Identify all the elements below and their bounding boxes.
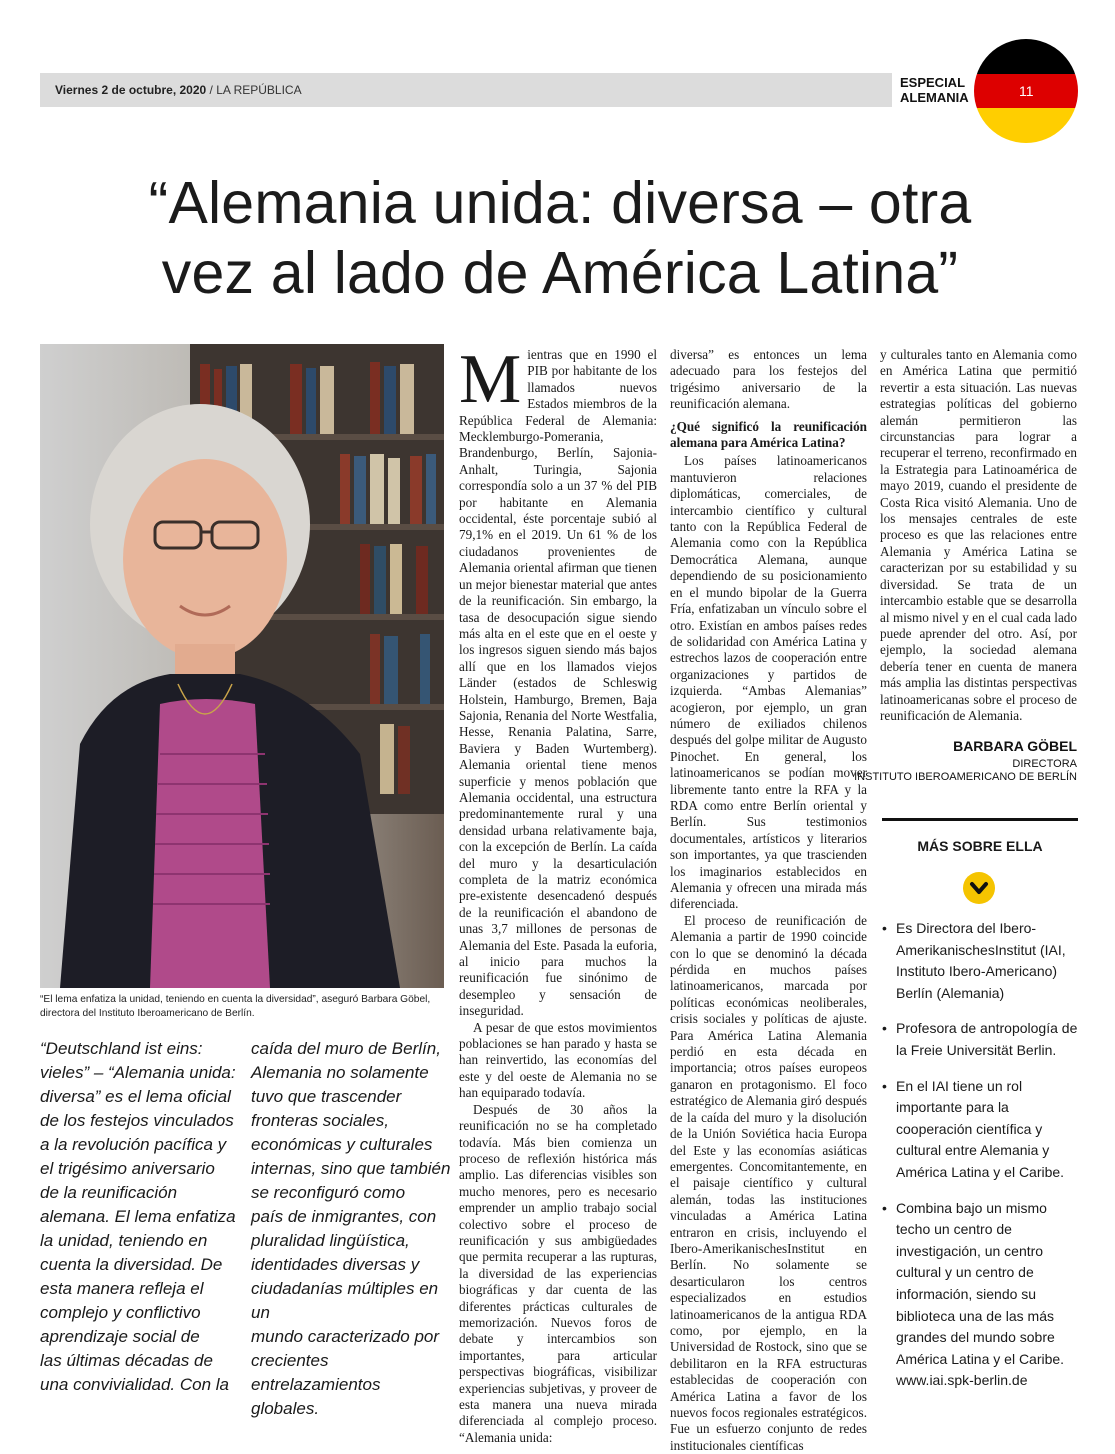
pull-quote-line: caída del muro de Berlín, — [251, 1039, 441, 1058]
dateline — [55, 83, 302, 97]
pull-quote-line: complejo y conflictivo — [40, 1303, 201, 1322]
pull-quote-column-1 — [40, 1037, 250, 1397]
sidebar-bullet-item — [882, 1198, 1080, 1392]
pull-quote-line: de la reunificación — [40, 1183, 178, 1202]
pull-quote-line: globales. — [251, 1399, 320, 1418]
sidebar-divider — [882, 818, 1078, 821]
headline-line1: “Alemania unida: diversa – otra — [148, 170, 972, 236]
section-label-line1: ESPECIAL — [900, 75, 966, 90]
pull-quote-line: vieles” – “Alemania unida: — [40, 1063, 236, 1082]
bullet-text: Es Directora del Ibero-AmerikanischesInstitut (IAI, Instituto Ibero-Americano) Berlín (Alemania) — [896, 920, 1066, 1001]
article-paragraph: El proceso de reunificación de Alemania a partir de 1990 coincide con lo que se denominó la década pérdida en muchos países latinoamericanos, marcada por políticas económicas neoliberales, crisis sociales y políticas de ajuste. Para América Latina Alemania perdió en esta década en importancia; otros países europeos ganaron en protagonismo. El foco estratégico de Alemania giró después de la caída del muro y la disolución de la Unión Soviética hacia Europa del Este y las economías asiáticas emergentes. Concomitantemente, en el paisaje científico y cultural alemán, todas las instituciones vinculadas a América Latina entraron en crisis, incluyendo el Ibero-AmerikanischesInstitut en Berlín. No solamente se desarticularon los centros especializados en estudios latinoamericanos de la antigua RDA como, por ejemplo, en la Universidad de Rostock, sino que se debilitaron en la RFA estructuras establecidas de cooperación con América Latina a favor de los nuevos focos regionales estratégicos. Fue un esfuerzo conjunto de redes institucionales científicas — [670, 912, 867, 1453]
article-column-2 — [670, 347, 867, 1454]
pull-quote-line: país de inmigrantes, con — [251, 1207, 437, 1226]
pull-quote-line: mundo caracterizado por — [251, 1327, 440, 1346]
article-paragraph: Después de 30 años la reunificación no se ha completado todavía. Más bien comienza un proceso de reflexión histórica más amplio. Las diferencias visibles son mucho menores, pero es necesario emprender un amplio trabajo social colectivo sobre el proceso de reunificación y sus ambigüedades que permita recuperar a las rupturas, la diversidad de las experiencias biográficas y dar cuenta de las diferentes prácticas culturales de memorización. Nuevos foros de debate y intercambios son importantes, para articular perspectivas biográficas, visibilizar experiencias subjetivas, y proveer de esta manera una nueva mirada diferenciada al complejo proceso. “Alemania unida: — [459, 1101, 657, 1445]
sidebar-bullet-item — [882, 918, 1080, 1004]
bullet-text: En el IAI tiene un rol importante para la cooperación científica y cultural entre Alemania y América Latina y el Caribe. — [896, 1077, 1065, 1180]
bullet-icon: • — [882, 1020, 887, 1037]
pull-quote-line: diversa” es el lema oficial — [40, 1087, 231, 1106]
portrait-photo — [40, 344, 444, 988]
pull-quote-column-2 — [251, 1037, 456, 1421]
pull-quote-line: internas, sino que también — [251, 1159, 451, 1178]
pull-quote-line: una convivialidad. Con la — [40, 1375, 230, 1394]
pull-quote-line: aprendizaje social de — [40, 1327, 200, 1346]
author-name: BARBARA GÖBEL — [953, 738, 1077, 754]
article-paragraph: y culturales tanto en Alemania como en América Latina que permitió revertir a esta situación. Las nuevas estrategias políticas del gobierno alemán permitieron las circunstancias para lograr a recuperar el terreno, reconfirmado en la Estrategia para Latinoamérica de mayo 2019, cuando el presidente de Costa Rica visitó Alemania. Uno de los mensajes centrales de este proceso es que las relaciones entre Alemania y América Latina se caracterizan por su estabilidad y su diversidad. Se trata de un intercambio estable que se desarrolla al mismo nivel y en el cual cada lado puede aprender del otro. Así, por ejemplo, la sociedad alemana debería tener en cuenta de manera más amplia las distintas perspectivas latinoamericanas sobre el proceso de reunificación de Alemania. — [880, 347, 1077, 723]
sidebar-bullet-list — [882, 918, 1080, 1406]
caption-line1: “El lema enfatiza la unidad, teniendo en cuenta la diversidad”, aseguró Barbara Göbel, — [40, 994, 431, 1005]
paragraph-text: ientras que en 1990 el PIB por habitante de los llamados nuevos Estados miembros de la República Federal de Alemania: Mecklemburgo-Pomerania, Brandenburgo, Berlín, Sajonia-Anhalt, Turingia, Sajonia correspondía solo a un 37 % del PIB por habitante en Alemania occidental, éste porcentaje subió al 79,1% en el 2019. Un 61 % de los ciudadanos provenientes de Alemania oriental afirman que tienen un mejor bienestar material que antes de la reunificación. Sin embargo, la tasa de desocupación sigue siendo más alta en el este que en el oeste y los ingresos siguen siendo más bajos allí que en los llamados viejos Länder (estados de Schleswig Holstein, Hamburgo, Bremen, Baja Sajonia, Renania del Norte Westfalia, Hesse, Renania Palatina, Sarre, Baviera y Baden Wurtemberg). Alemania oriental tiene menos superficie y menos población que Alemania occidental, una estructura predominantemente rural y una densidad urbana relativamente baja, con la excepción de Berlín. La caída del muro y la desarticulación completa de la matriz económica pre-existente desencadenó después de la reunificación el abandono de unas 3,7 millones de personas de Alemania del Este. Pasada la euforia, al inicio para muchos la reunificación fue sinónimo de desempleo y sensación de inseguridad. — [459, 347, 657, 1019]
headline-line2: vez al lado de América Latina” — [161, 240, 959, 306]
pull-quote-line: ciudadanías múltiples en un — [251, 1279, 439, 1322]
flag-stripe-gold — [974, 108, 1078, 143]
pull-quote-line: fronteras sociales, — [251, 1111, 389, 1130]
pull-quote-line: de los festejos vinculados — [40, 1111, 234, 1130]
pull-quote-line: esta manera refleja el — [40, 1279, 204, 1298]
author-institution: INSTITUTO IBEROAMERICANO DE BERLÍN — [854, 771, 1077, 783]
pull-quote-line: alemana. El lema enfatiza — [40, 1207, 236, 1226]
header-bar — [40, 73, 892, 107]
sidebar-bullet-item — [882, 1018, 1080, 1061]
article-paragraph: A pesar de que estos movimientos poblaciones se han parado y hasta se han reinvertido, las economías del este y del oeste de Alemania no se han equiparado todavía. — [459, 1019, 657, 1101]
sidebar-title: MÁS SOBRE ELLA — [917, 838, 1043, 854]
pull-quote-line: tuvo que trascender — [251, 1087, 402, 1106]
pull-quote-line: a la revolución pacífica y — [40, 1135, 227, 1154]
article-paragraph: Los países latinoamericanos mantuvieron relaciones diplomáticas, comerciales, de intercambio científico y cultural tanto con la República Federal de Alemania como con la República Democrática Alemana, aunque dependiendo de su posicionamiento en el mundo bipolar de la Guerra Fría, enfatizaban un vínculo sobre el otro. Existían en ambos países redes de solidaridad con América Latina y estrechos lazos de cooperación entre organizaciones y partidos de izquierda. “Ambas Alemanias” acogieron, por ejemplo, un gran número de exiliados chilenos después del golpe militar de Augusto Pinochet. En general, los latinoamericanos se podían mover libremente tanto entre la RFA y la RDA como entre Berlín oriental y Berlín. Sus testimonios documentales, artísticos y literarios son importantes, ya que trascienden los imaginarios establecidos en Alemania y ofrecen una mirada más diferenciada. — [670, 453, 867, 912]
pull-quote-line: identidades diversas y — [251, 1255, 420, 1274]
issue-date: Viernes 2 de octubre, 2020 — [55, 83, 207, 97]
article-headline — [40, 168, 1080, 308]
article-paragraph — [459, 341, 657, 1020]
pull-quote-line: pluralidad lingüística, — [251, 1231, 410, 1250]
article-column-1 — [459, 341, 657, 1446]
pull-quote-line: se reconfiguró como — [251, 1183, 406, 1202]
bullet-icon: • — [882, 1199, 887, 1216]
bullet-text: Combina bajo un mismo techo un centro de investigación, un centro cultural y un centro de información, siendo su biblioteca una de las más grandes del mundo sobre América Latina y el Caribe. www.iai.spk-berlin.de — [896, 1199, 1065, 1389]
pull-quote-line: económicas y culturales — [251, 1135, 433, 1154]
photo-caption — [40, 993, 450, 1021]
bullet-text: Profesora de antropología de la Freie Universität Berlin. — [896, 1020, 1078, 1058]
page-number: 11 — [1019, 83, 1034, 99]
pull-quote-line: cuenta la diversidad. De — [40, 1255, 223, 1274]
section-label-line2: ALEMANIA — [900, 90, 969, 105]
author-role: DIRECTORA — [1012, 758, 1077, 770]
pull-quote-line: “Deutschland ist eins: — [40, 1039, 203, 1058]
sidebar-bullet-item — [882, 1076, 1080, 1184]
pull-quote-line: la unidad, teniendo en — [40, 1231, 208, 1250]
article-paragraph: diversa” es entonces un lema adecuado para los festejos del trigésimo aniversario de la reunificación alemana. — [670, 347, 867, 412]
bullet-icon: • — [882, 1077, 887, 1094]
caption-line2: directora del Instituto Iberoamericano de Berlín. — [40, 1008, 255, 1019]
publication-name: / LA REPÚBLICA — [209, 83, 302, 97]
pull-quote-line: el trigésimo aniversario — [40, 1159, 215, 1178]
section-label — [900, 75, 969, 105]
pull-quote-line: crecientes entrelazamientos — [251, 1351, 381, 1394]
article-column-3 — [880, 347, 1077, 724]
article-subheading: ¿Qué significó la reunificación alemana para América Latina? — [670, 418, 867, 451]
drop-cap: M — [459, 341, 522, 418]
pull-quote-line: Alemania no solamente — [251, 1063, 429, 1082]
bullet-icon: • — [882, 920, 887, 936]
pull-quote-line: las últimas décadas de — [40, 1351, 213, 1370]
flag-stripe-black — [974, 39, 1078, 74]
portrait-illustration — [40, 344, 444, 988]
chevron-down-icon — [963, 872, 995, 904]
